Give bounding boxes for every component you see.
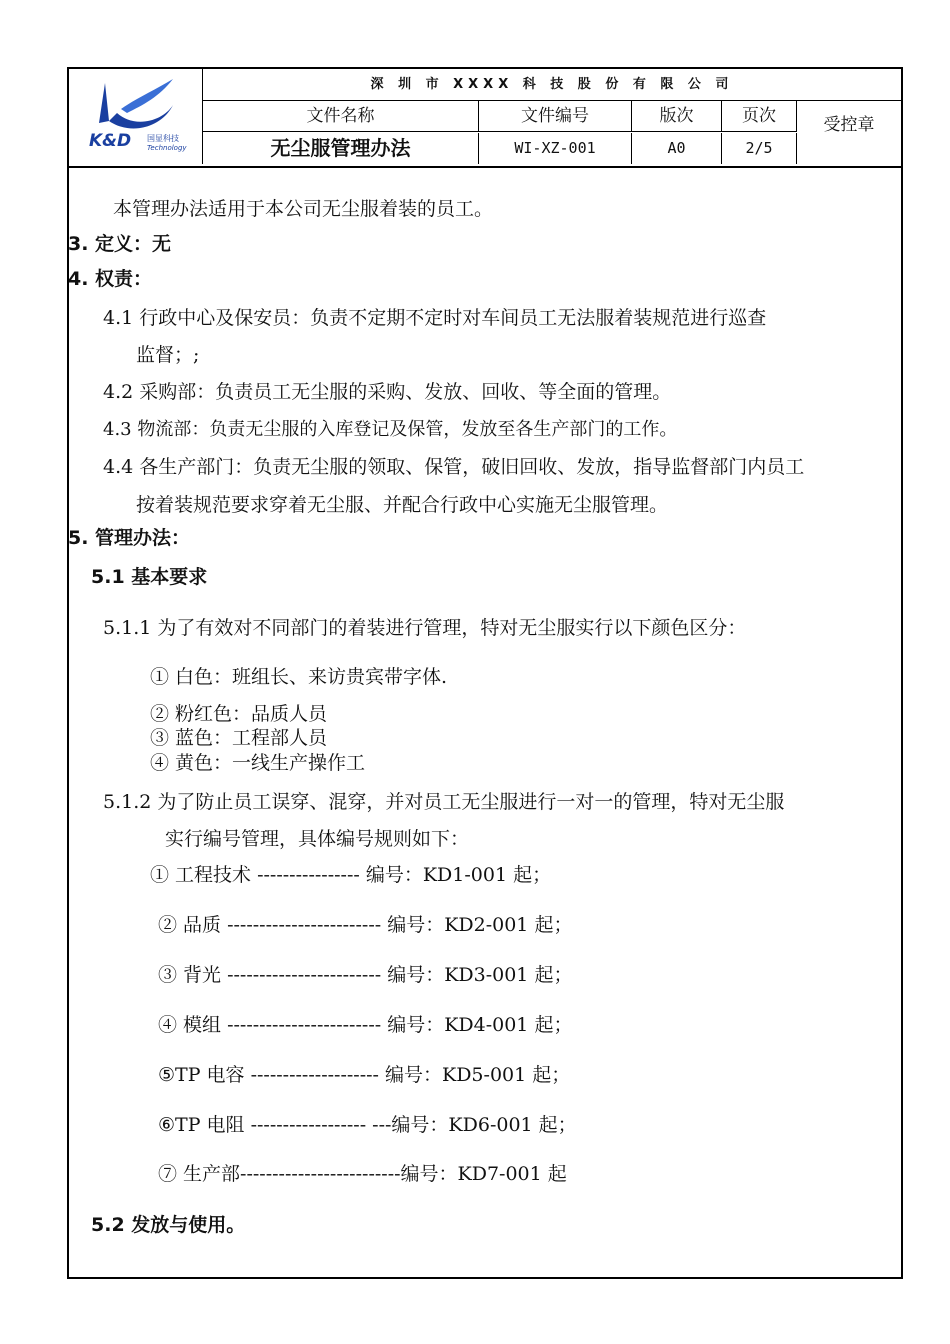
svg-text:国显科技: 国显科技 [147,134,179,143]
color-rule: ② 粉红色：品质人员 [150,703,328,725]
section-4-heading: 4. 权责： [68,268,153,290]
section-5-heading: 5. 管理办法： [68,527,191,549]
clause-4-4-cont: 按着装规范要求穿着无尘服、并配合行政中心实施无尘服管理。 [136,494,669,516]
company-name: 深 圳 市 XXXX 科 技 股 份 有 限 公 司 [203,69,901,101]
clause-5-1-2: 5.1.2 为了防止员工误穿、混穿，并对员工无尘服进行一对一的管理，特对无尘服 [103,791,785,813]
clause-5-1-2-cont: 实行编号管理，具体编号规则如下： [165,828,470,850]
section-5-1-heading: 5.1 基本要求 [91,566,208,588]
section-3-heading: 3. 定义：无 [68,233,172,255]
code-rule: ① 工程技术 ---------------- 编号：KD1-001 起； [150,864,552,886]
section-5-2-heading: 5.2 发放与使用。 [91,1214,246,1236]
doc-name: 无尘服管理办法 [203,133,479,164]
doc-code: WI-XZ-001 [479,133,632,164]
code-rule: ③ 背光 ------------------------ 编号：KD3-001 起； [158,964,573,986]
col-doc-code-header: 文件编号 [479,101,632,132]
clause-4-1: 4.1 行政中心及保安员：负责不定期不定时对车间员工无法服着装规范进行巡查 [103,307,767,329]
code-rule: ⑥TP 电阻 ------------------ ---编号：KD6-001 起； [158,1114,577,1136]
color-rule: ① 白色：班组长、来访贵宾带字体. [150,666,448,688]
logo-mark-icon [69,69,202,164]
company-logo [69,69,203,164]
clause-4-2: 4.2 采购部：负责员工无尘服的采购、发放、回收、等全面的管理。 [103,381,672,403]
control-seal: 受控章 [823,115,875,135]
header-table [69,69,901,168]
doc-version: A0 [632,133,722,164]
doc-page: 2/5 [722,133,797,164]
col-doc-name-header: 文件名称 [203,101,479,132]
col-version-header: 版次 [632,101,722,132]
code-rule: ⑤TP 电容 -------------------- 编号：KD5-001 起； [158,1064,571,1086]
color-rule: ③ 蓝色：工程部人员 [150,727,328,749]
col-page-header: 页次 [722,101,797,132]
code-rule: ④ 模组 ------------------------ 编号：KD4-001 起； [158,1014,573,1036]
svg-text:Technology: Technology [147,144,187,152]
clause-4-1-cont: 监督；; [136,344,200,366]
clause-4-4: 4.4 各生产部门：负责无尘服的领取、保管，破旧回收、发放，指导监督部门内员工 [103,456,805,478]
intro-text: 本管理办法适用于本公司无尘服着装的员工。 [113,198,494,220]
code-rule: ② 品质 ------------------------ 编号：KD2-001 起； [158,914,573,936]
clause-5-1-1: 5.1.1 为了有效对不同部门的着装进行管理，特对无尘服实行以下颜色区分： [103,617,747,639]
code-rule: ⑦ 生产部-------------------------编号：KD7-001 起 [158,1163,567,1185]
clause-4-3: 4.3 物流部：负责无尘服的入库登记及保管，发放至各生产部门的工作。 [103,419,678,440]
color-rule: ④ 黄色：一线生产操作工 [150,752,366,774]
svg-text:K&D: K&D [89,131,132,151]
